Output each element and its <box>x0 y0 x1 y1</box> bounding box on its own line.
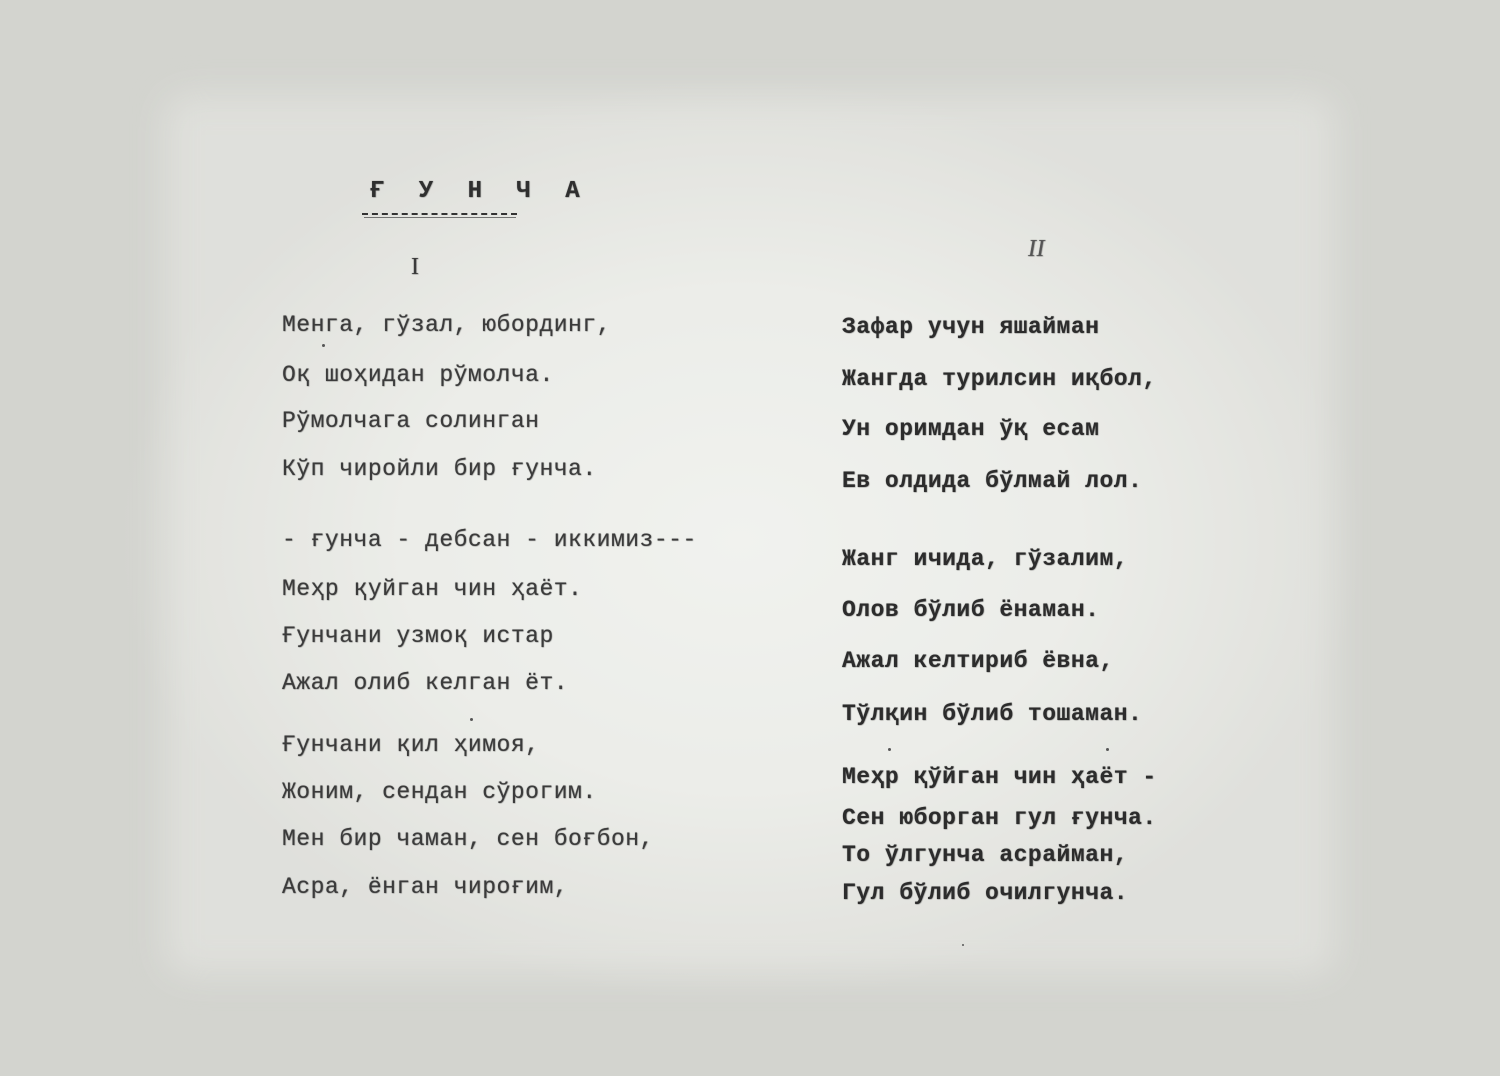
ink-speck <box>888 748 891 751</box>
title-underline-second <box>364 217 516 218</box>
verse-line: - ғунча - дебсан - иккимиз--- <box>282 527 697 553</box>
ink-speck <box>962 944 964 946</box>
verse-line: Кўп чиройли бир ғунча. <box>282 456 597 482</box>
verse-line: Жоним, сендан сўрогим. <box>282 779 597 805</box>
verse-line: Тўлқин бўлиб тошаман. <box>842 701 1143 727</box>
verse-line: Меҳр қўйган чин ҳаёт - <box>842 764 1157 790</box>
ink-speck <box>322 344 325 347</box>
verse-line: Ажал олиб келган ёт. <box>282 670 569 696</box>
verse-line: Жанг ичида, гўзалим, <box>842 546 1129 572</box>
verse-line: Ғунчани қил ҳимоя, <box>282 732 540 758</box>
ink-speck <box>470 718 473 721</box>
title-underline <box>362 213 517 215</box>
section-label-1: I <box>411 254 420 280</box>
verse-line: Сен юборган гул ғунча. <box>842 805 1157 831</box>
verse-line: Жангда турилсин иқбол, <box>842 366 1157 392</box>
verse-line: Ажал келтириб ёвна, <box>842 648 1114 674</box>
verse-line: То ўлгунча асрайман, <box>842 842 1129 868</box>
verse-line: Меҳр қуйган чин ҳаёт. <box>282 576 583 602</box>
verse-line: Зафар учун яшайман <box>842 314 1100 340</box>
verse-line: Мен бир чаман, сен боғбон, <box>282 826 654 852</box>
verse-line: Асра, ёнган чироғим, <box>282 874 569 900</box>
section-label-2: II <box>1028 236 1045 262</box>
poem-title: Ғ У Н Ч А <box>370 178 590 205</box>
verse-line: Оқ шоҳидан рўмолча. <box>282 362 554 388</box>
ink-speck <box>1106 748 1109 751</box>
verse-line: Олов бўлиб ёнаман. <box>842 597 1100 623</box>
verse-line: Ев олдида бўлмай лол. <box>842 468 1143 494</box>
verse-line: Ун оримдан ўқ есам <box>842 416 1100 442</box>
verse-line: Рўмолчага солинган <box>282 408 540 434</box>
verse-line: Ғунчани узмоқ истар <box>282 623 554 649</box>
verse-line: Гул бўлиб очилгунча. <box>842 880 1129 906</box>
verse-line: Менга, гўзал, юбординг, <box>282 312 611 338</box>
